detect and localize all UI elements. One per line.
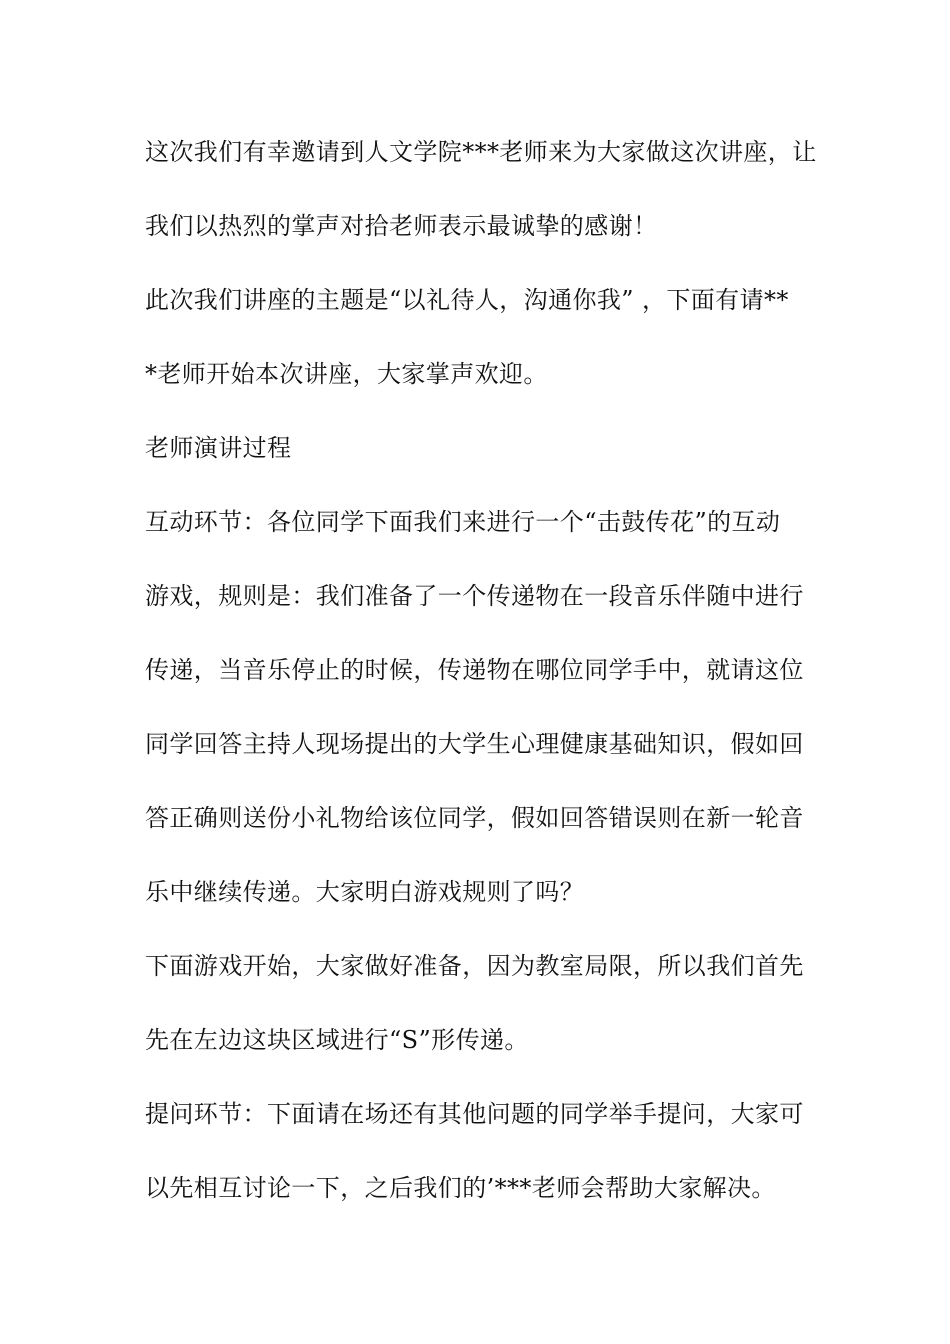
text-line: 先在左边这块区域进行“S”形传递。 bbox=[145, 1026, 529, 1054]
text-line: 互动环节：各位同学下面我们来进行一个“击鼓传花”的互动 bbox=[145, 508, 781, 536]
text-line: 传递，当音乐停止的时候，传递物在哪位同学手中，就请这位 bbox=[145, 656, 804, 684]
text-line: 同学回答主持人现场提出的大学生心理健康基础知识，假如回 bbox=[145, 730, 804, 758]
text-line: 下面游戏开始，大家做好准备，因为教室局限，所以我们首先 bbox=[145, 952, 804, 980]
text-line: 答正确则送份小礼物给该位同学，假如回答错误则在新一轮音 bbox=[145, 804, 804, 832]
text-line: 乐中继续传递。大家明白游戏规则了吗？ bbox=[145, 878, 585, 906]
text-line: *老师开始本次讲座，大家掌声欢迎。 bbox=[145, 360, 548, 388]
text-line: 提问环节：下面请在场还有其他问题的同学举手提问，大家可 bbox=[145, 1100, 804, 1128]
text-line: 这次我们有幸邀请到人文学院***老师来为大家做这次讲座，让 bbox=[145, 138, 817, 166]
text-line: 我们以热烈的掌声对拾老师表示最诚挚的感谢！ bbox=[145, 212, 658, 240]
text-line: 以先相互讨论一下，之后我们的’***老师会帮助大家解决。 bbox=[145, 1174, 776, 1202]
text-line: 游戏，规则是：我们准备了一个传递物在一段音乐伴随中进行 bbox=[145, 582, 804, 610]
section-heading: 老师演讲过程 bbox=[145, 434, 292, 462]
text-line: 此次我们讲座的主题是“以礼待人，沟通你我” ，下面有请** bbox=[145, 286, 789, 314]
